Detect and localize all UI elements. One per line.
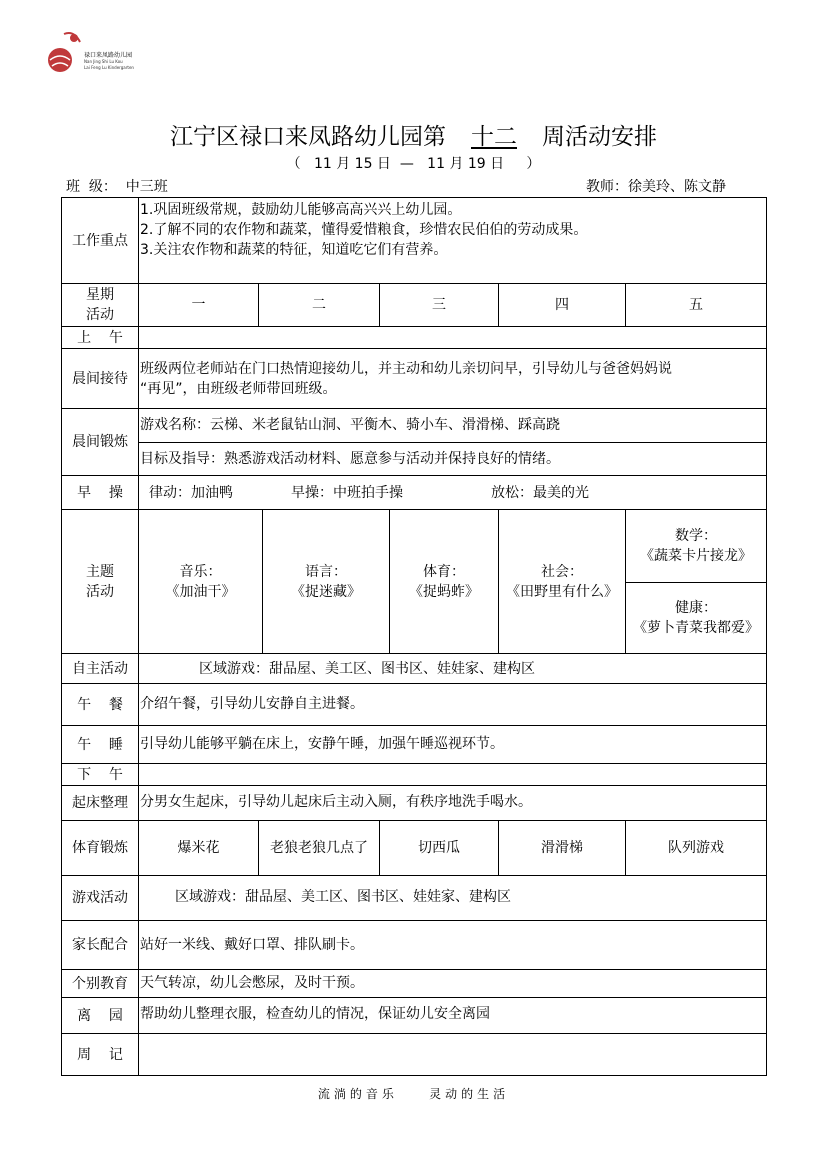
theme-language — [262, 509, 390, 654]
label-individual: 个别教育 — [61, 969, 139, 998]
label-reception: 晨间接待 — [61, 348, 139, 409]
theme-title: 《捉迷藏》 — [291, 583, 361, 600]
theme-title: 《萝卜青菜我都爱》 — [633, 620, 759, 636]
games-text: 区域游戏：甜品屋、美工区、图书区、娃娃家、建构区 — [175, 889, 511, 905]
afternoon-blank — [138, 763, 767, 786]
parents-content: 站好一米线、戴好口罩、排队刷卡。 — [138, 920, 767, 970]
pe-tuesday: 老狼老狼几点了 — [258, 820, 380, 876]
logo-subtitle-2: Lai Feng Lu Kindergarten — [84, 65, 134, 70]
drill-relax: 放松：最美的光 — [491, 485, 589, 501]
free-activity-content — [138, 653, 767, 684]
theme-title: 《蔬菜卡片接龙》 — [640, 548, 752, 564]
theme-subject: 健康： — [675, 600, 717, 616]
work-focus-content — [138, 197, 767, 284]
individual-content: 天气转凉，幼儿会憋尿，及时干预。 — [138, 969, 767, 998]
drill-exercise: 早操：中班拍手操 — [291, 485, 403, 501]
logo-subtitle-1: Nan Jing Shi Lu Kou — [84, 59, 123, 64]
label-work-focus: 工作重点 — [61, 197, 139, 284]
title-prefix: 江宁区禄口来凤路幼儿园第 — [170, 124, 446, 150]
label-theme: 主题 活动 — [61, 509, 139, 654]
theme-health — [625, 582, 767, 654]
exercise-goal: 目标及指导：熟悉游戏活动材料、愿意参与活动并保持良好的情绪。 — [138, 442, 767, 476]
theme-subject: 体育： — [423, 563, 465, 580]
class-info: 班 级： 中三班 — [66, 179, 168, 195]
theme-subject: 数学： — [675, 528, 717, 544]
work-focus-item: 1.巩固班级常规，鼓励幼儿能够高高兴兴上幼儿园。 — [140, 202, 462, 218]
pe-friday: 队列游戏 — [625, 820, 767, 876]
nap-content: 引导幼儿能够平躺在床上，安静午睡，加强午睡巡视环节。 — [138, 725, 767, 764]
pe-wednesday: 切西瓜 — [379, 820, 499, 876]
footer-motto: 流淌的音乐 灵动的生活 — [317, 1087, 510, 1101]
weekday-tuesday: 二 — [258, 283, 380, 327]
page-title — [0, 118, 827, 151]
label-wakeup: 起床整理 — [61, 785, 139, 821]
label-parents: 家长配合 — [61, 920, 139, 970]
morning-drill-content — [138, 475, 767, 510]
label-weekly-note: 周 记 — [61, 1033, 139, 1076]
label-afternoon: 下 午 — [61, 763, 139, 786]
leave-content: 帮助幼儿整理衣服，检查幼儿的情况，保证幼儿安全离园 — [138, 997, 767, 1034]
label-leave: 离 园 — [61, 997, 139, 1034]
label-games: 游戏活动 — [61, 875, 139, 921]
theme-pe — [389, 509, 499, 654]
label-morning: 上 午 — [61, 326, 139, 349]
theme-subject: 音乐： — [179, 563, 222, 580]
weekday-thursday: 四 — [498, 283, 626, 327]
label-weekday: 星期 活动 — [61, 283, 139, 327]
lunch-content: 介绍午餐，引导幼儿安静自主进餐。 — [138, 683, 767, 726]
label-nap: 午 睡 — [61, 725, 139, 764]
work-focus-item: 3.关注农作物和蔬菜的特征，知道吃它们有营养。 — [140, 242, 448, 258]
theme-music — [138, 509, 263, 654]
reception-content — [138, 348, 767, 409]
title-week-number: 十二 — [471, 124, 517, 150]
pe-monday: 爆米花 — [138, 820, 259, 876]
kindergarten-logo — [44, 30, 154, 76]
theme-title: 《田野里有什么》 — [506, 583, 618, 600]
label-pe: 体育锻炼 — [61, 820, 139, 876]
theme-subject: 社会： — [541, 563, 583, 580]
reception-line: 班级两位老师站在门口热情迎接幼儿，并主动和幼儿亲切问早，引导幼儿与爸爸妈妈说 — [140, 361, 672, 377]
reception-line: “再见”，由班级老师带回班级。 — [140, 381, 337, 397]
date-range: （ 11 月 15 日 — 11 月 19 日 ） — [286, 156, 541, 172]
theme-subject: 语言： — [305, 563, 347, 580]
weekday-wednesday: 三 — [379, 283, 499, 327]
theme-title: 《加油干》 — [165, 583, 236, 600]
label-lunch: 午 餐 — [61, 683, 139, 726]
logo-emblem-icon — [44, 30, 84, 76]
weekday-friday: 五 — [625, 283, 767, 327]
work-focus-item: 2.了解不同的农作物和蔬菜，懂得爱惜粮食，珍惜农民伯伯的劳动成果。 — [140, 222, 588, 238]
pe-thursday: 滑滑梯 — [498, 820, 626, 876]
label-morning-drill: 早 操 — [61, 475, 139, 510]
title-suffix: 周活动安排 — [542, 124, 657, 150]
label-free-activity: 自主活动 — [61, 653, 139, 684]
drill-rhythm: 律动：加油鸭 — [149, 485, 233, 501]
theme-math — [625, 509, 767, 583]
theme-title: 《捉蚂蚱》 — [409, 583, 479, 600]
games-content — [138, 875, 767, 921]
free-activity-text: 区域游戏：甜品屋、美工区、图书区、娃娃家、建构区 — [199, 661, 535, 677]
weekly-note-content — [138, 1033, 767, 1076]
logo-name: 禄口来凤路幼儿园 — [84, 52, 133, 59]
teacher-info: 教师：徐美玲、陈文静 — [586, 179, 726, 195]
label-exercise: 晨间锻炼 — [61, 408, 139, 476]
theme-social — [498, 509, 626, 654]
weekday-monday: 一 — [138, 283, 259, 327]
morning-blank — [138, 326, 767, 349]
wakeup-content: 分男女生起床，引导幼儿起床后主动入厕，有秩序地洗手喝水。 — [138, 785, 767, 821]
exercise-games: 游戏名称：云梯、米老鼠钻山洞、平衡木、骑小车、滑滑梯、踩高跷 — [138, 408, 767, 443]
